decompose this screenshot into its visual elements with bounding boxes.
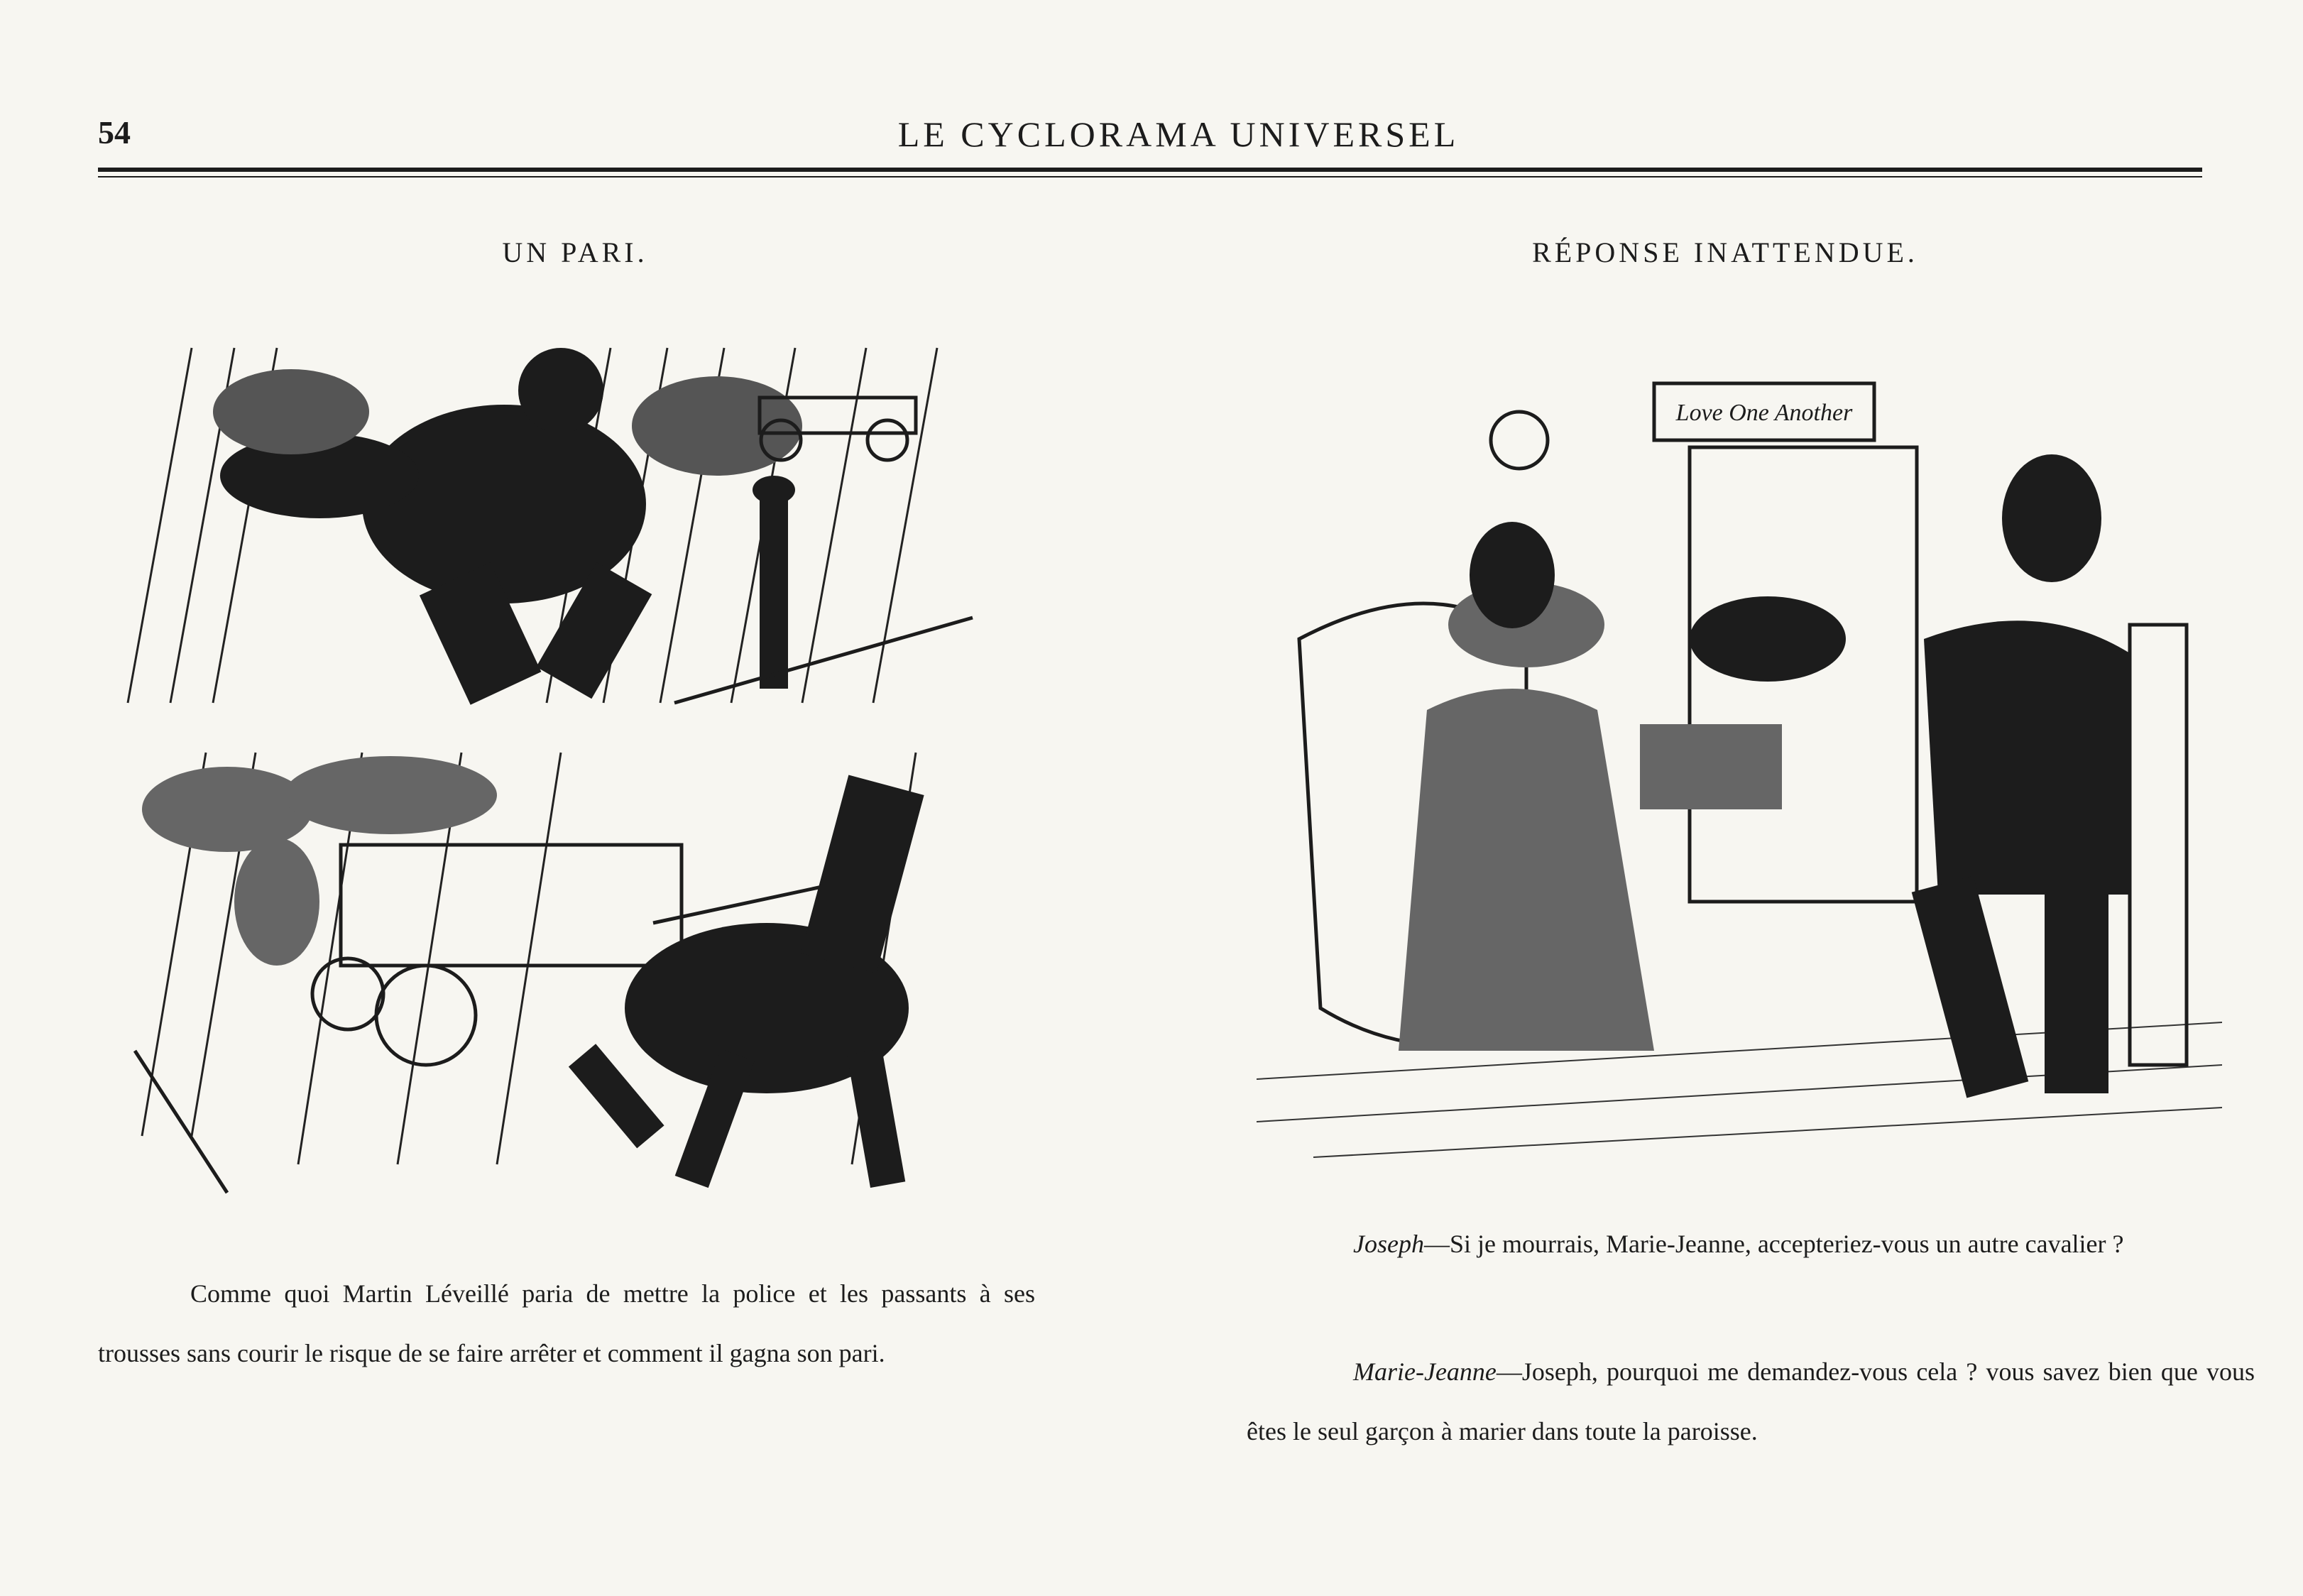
dialogue-text: Joseph, pourquoi me demandez-vous cela ? vous savez bien que vous êtes le seul garçon à marier dans toute la paroisse.: [1247, 1357, 2255, 1445]
dialogue-marie-jeanne: Marie-Jeanne—Joseph, pourquoi me demandez-vous cela ? vous savez bien que vous êtes le seul garçon à marier dans toute la paroisse.: [1247, 1357, 2255, 1445]
header-rule-thick: [98, 168, 2202, 172]
caption-un-pari: [98, 1264, 1035, 1383]
parlor-sign-text: Love One Another: [1675, 400, 1853, 426]
caption-text: Comme quoi Martin Léveillé paria de mettre la police et les passants à ses trousses sans courir le risque de se faire arrêter et comment il gagna son pari.: [98, 1279, 1035, 1367]
page-number: 54: [98, 114, 131, 151]
section-title-reponse-inattendue: RÉPONSE INATTENDUE.: [1532, 236, 1918, 268]
dialogue-joseph: Joseph—Si je mourrais, Marie-Jeanne, accepteriez-vous un autre cavalier ?: [1353, 1230, 2124, 1258]
dialogue-text: Si je mourrais, Marie-Jeanne, accepteriez-vous un autre cavalier ?: [1449, 1230, 2124, 1258]
illustration-horse-cart: [114, 738, 1008, 1221]
illustration-parlor-couple: [1257, 341, 2222, 1179]
header-rule-thin: [98, 176, 2202, 177]
running-head: LE CYCLORAMA UNIVERSEL: [897, 114, 1460, 154]
speaker-name: Joseph: [1353, 1230, 1424, 1258]
section-title-un-pari: UN PARI.: [502, 236, 648, 268]
illustration-running-man: [106, 334, 987, 731]
speaker-name: Marie-Jeanne: [1353, 1357, 1497, 1386]
